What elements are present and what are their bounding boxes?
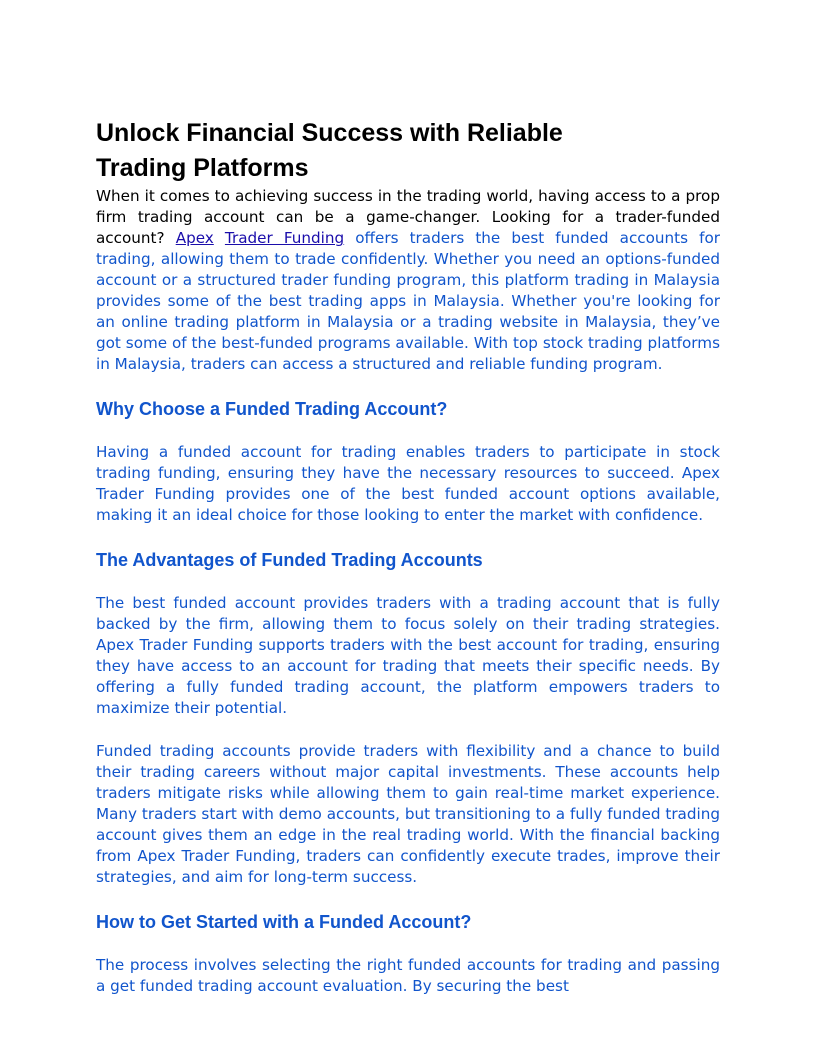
intro-rest-text: offers traders the best funded accounts for trading, allowing them to trade confidently. Whether you need an options-funded account or a structured trader funding program, this platform trading in Malaysia provides some of the best trading apps in Malaysia. Whether you're looking for an online trading platform in Malaysia or a trading website in Malaysia, they’ve got some of the best-funded programs available. With top stock trading platforms in Malaysia, traders can access a structured and reliable funding program. [96,229,721,373]
section-heading-get-started: How to Get Started with a Funded Account? [96,912,472,932]
section-heading-advantages: The Advantages of Funded Trading Accounts [96,550,483,570]
section-paragraph: The process involves selecting the right funded accounts for trading and passing a get funded trading account evaluation. By securing the best [96,956,720,995]
page-title: Unlock Financial Success with Reliable Trading Platforms [96,119,563,182]
section-paragraph: Having a funded account for trading enables traders to participate in stock trading funding, ensuring they have the necessary resources to succeed. Apex Trader Funding provides one of the best funded account options available, making it an ideal choice for those looking to enter the market with confidence. [96,443,720,524]
trader-funding-link[interactable]: Trader Funding [224,229,345,247]
section-paragraph: The best funded account provides traders with a trading account that is fully backed by the firm, allowing them to focus solely on their trading strategies. Apex Trader Funding supports traders with the best account for trading, ensuring they have access to an account for trading that meets their specific needs. By offering a fully funded trading account, the platform empowers traders to maximize their potential. [96,594,720,717]
intro-paragraph [96,186,720,375]
section-paragraph: Funded trading accounts provide traders with flexibility and a chance to build their trading careers without major capital investments. These accounts help traders mitigate risks while allowing them to gain real-time market experience. Many traders start with demo accounts, but transitioning to a fully funded trading account gives them an edge in the real trading world. With the financial backing from Apex Trader Funding, traders can confidently execute trades, improve their strategies, and aim for long-term success. [96,742,720,886]
apex-link[interactable]: Apex [175,229,214,247]
document-page [96,116,720,997]
section-heading-why-choose: Why Choose a Funded Trading Account? [96,399,448,419]
intro-lead-text: When it comes to achieving success in the trading world, having access to a prop firm trading account can be a game-changer. Looking for a trader-funded account? [96,187,720,247]
